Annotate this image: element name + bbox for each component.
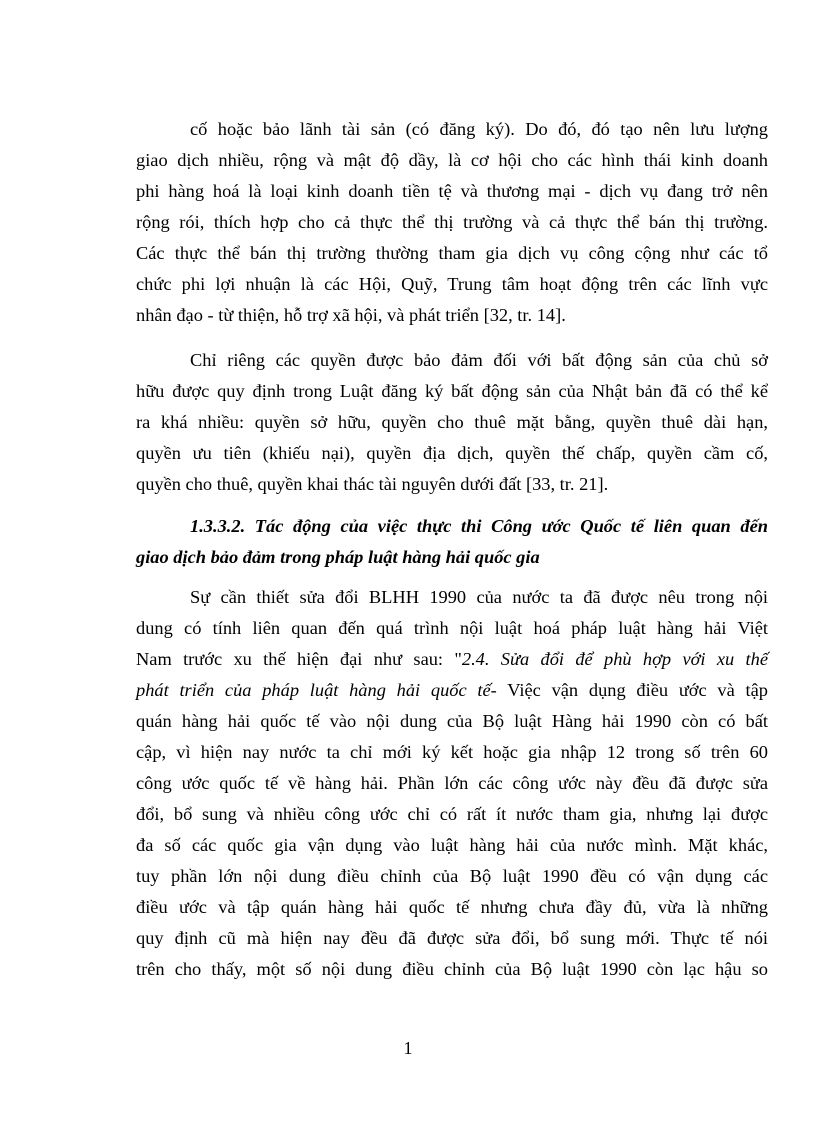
paragraph-3: [136, 582, 768, 985]
text-line: nhân đạo - từ thiện, hỗ trợ xã hội, và phát triển [32, tr. 14].: [136, 305, 566, 325]
text-segment: Việc vận dụng điều ước và tập: [496, 680, 768, 700]
text-line: cập, vì hiện nay nước ta chỉ mới ký kết hoặc gia nhập 12 trong số trên 60: [136, 742, 768, 762]
text-line: [136, 675, 768, 706]
paragraph-1: [136, 114, 768, 331]
heading-line: 1.3.3.2. Tác động của việc thực thi Công ước Quốc tế liên quan đến: [190, 516, 768, 536]
text-line: quán hàng hải quốc tế vào nội dung của Bộ luật Hàng hải 1990 còn có bất: [136, 711, 768, 731]
text-line: quyền cho thuê, quyền khai thác tài nguyên dưới đất [33, tr. 21].: [136, 474, 609, 494]
text-line: [136, 644, 768, 675]
paragraph-2: [136, 345, 768, 500]
text-line: trên cho thấy, một số nội dung điều chỉnh của Bộ luật 1990 còn lạc hậu so: [136, 959, 768, 979]
text-line: điều ước và tập quán hàng hải quốc tế nhưng chưa đầy đủ, vừa là những: [136, 897, 768, 917]
text-line: quy định cũ mà hiện nay đều đã được sửa đổi, bổ sung mới. Thực tế nói: [136, 928, 768, 948]
text-line: đa số các quốc gia vận dụng vào luật hàng hải của nước mình. Mặt khác,: [136, 835, 768, 855]
text-segment: Nam trước xu thế hiện đại như sau: ": [136, 649, 462, 669]
text-line: chức phi lợi nhuận là các Hội, Quỹ, Trung tâm hoạt động trên các lĩnh vực: [136, 274, 768, 294]
text-line: đổi, bổ sung và nhiều công ước chỉ có rất ít nước tham gia, nhưng lại được: [136, 804, 768, 824]
quoted-text: phát triển của pháp luật hàng hải quốc tế-: [136, 680, 497, 700]
heading-line: giao dịch bảo đảm trong pháp luật hàng hải quốc gia: [136, 547, 540, 567]
text-line: quyền ưu tiên (khiếu nại), quyền địa dịch, quyền thế chấp, quyền cầm cố,: [136, 443, 768, 463]
section-heading: [136, 511, 768, 573]
quoted-text: 2.4. Sửa đổi để phù hợp với xu thế: [461, 649, 768, 669]
text-line: Sự cần thiết sửa đổi BLHH 1990 của nước ta đã được nêu trong nội: [190, 587, 768, 607]
text-line: giao dịch nhiều, rộng và mật độ dầy, là cơ hội cho các hình thái kinh doanh: [136, 150, 768, 170]
text-line: Chỉ riêng các quyền được bảo đảm đối với bất động sản của chủ sở: [190, 350, 768, 370]
page-number: 1: [403, 1038, 413, 1058]
text-line: tuy phần lớn nội dung điều chỉnh của Bộ luật 1990 đều có vận dụng các: [136, 866, 768, 886]
text-line: hữu được quy định trong Luật đăng ký bất động sản của Nhật bản đã có thể kể: [136, 381, 768, 401]
text-line: công ước quốc tế về hàng hải. Phần lớn các công ước này đều đã được sửa: [136, 773, 768, 793]
text-line: dung có tính liên quan đến quá trình nội luật hoá pháp luật hàng hải Việt: [136, 618, 768, 638]
text-line: rộng rói, thích hợp cho cả thực thể thị trường và cả thực thể bán thị trường.: [136, 212, 768, 232]
text-line: cố hoặc bảo lãnh tài sản (có đăng ký). Do đó, đó tạo nên lưu lượng: [190, 119, 768, 139]
text-line: ra khá nhiều: quyền sở hữu, quyền cho thuê mặt bằng, quyền thuê dài hạn,: [136, 412, 768, 432]
text-line: phi hàng hoá là loại kinh doanh tiền tệ và thương mại - dịch vụ đang trở nên: [136, 181, 768, 201]
text-line: Các thực thể bán thị trường thường tham gia dịch vụ công cộng như các tổ: [136, 243, 768, 263]
